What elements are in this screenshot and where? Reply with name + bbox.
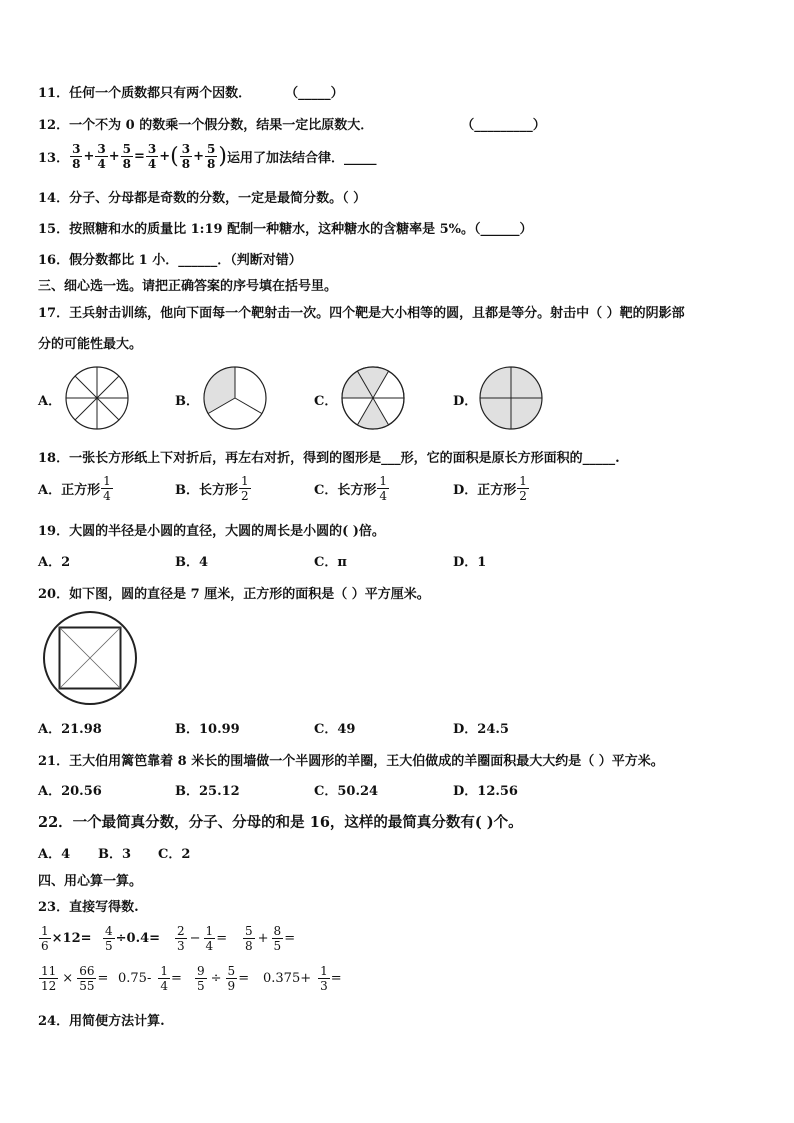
numerator: 1 — [519, 474, 527, 488]
denominator: 5 — [105, 939, 113, 953]
denominator: 4 — [379, 489, 388, 503]
option-label: A． — [38, 483, 62, 498]
expression-tail: ×12= — [51, 931, 92, 946]
plus-sign: + — [193, 149, 205, 164]
fraction — [318, 964, 330, 993]
denominator: 8 — [245, 939, 253, 953]
question-22-text: 22．一个最简真分数，分子、分母的和是 16，这样的最简真分数有( )个。 — [38, 814, 523, 831]
section-heading-3 — [38, 275, 337, 294]
question-17-line-2 — [38, 333, 142, 352]
question-15-text: 15．按照糖和水的质量比 1:19 配制一种糖水，这种糖水的含糖率是 5%。（______） — [38, 222, 533, 237]
option-d[interactable] — [453, 474, 530, 503]
question-14 — [38, 187, 366, 206]
numerator: 2 — [177, 924, 185, 938]
expression-tail: = — [216, 931, 228, 946]
fraction — [146, 142, 158, 171]
option-a[interactable]: A．4 — [38, 847, 71, 862]
option-text: 长方形 — [199, 483, 239, 498]
target-b-circle — [202, 365, 268, 431]
fraction — [121, 142, 133, 171]
expression-tail: ÷0.4= — [115, 931, 161, 946]
question-16-text: 16．假分数都比 1 小．______．（判断对错） — [38, 253, 302, 268]
denominator: 55 — [79, 979, 95, 993]
denominator: 4 — [147, 157, 157, 171]
numerator: 4 — [105, 924, 113, 938]
question-14-text: 14．分子、分母都是奇数的分数，一定是最简分数。（ ） — [38, 191, 367, 206]
question-11 — [38, 82, 344, 101]
operator: × — [62, 971, 74, 986]
option-b[interactable]: B．3 — [98, 847, 132, 862]
numerator: 5 — [207, 142, 216, 156]
question-21-text: 21．王大伯用篱笆靠着 8 米长的围墙做一个半圆形的羊圈，王大伯做成的羊圈面积最大大约是（ ）平方米。 — [38, 754, 664, 769]
expression-tail: = — [238, 971, 250, 986]
question-17-line-1 — [38, 302, 685, 321]
option-c[interactable]: C．π — [314, 555, 347, 570]
question-13 — [38, 142, 376, 171]
fraction — [195, 964, 207, 993]
question-20 — [38, 583, 430, 602]
question-23-text: 23．直接写得数. — [38, 900, 139, 915]
numerator: 1 — [160, 964, 168, 978]
option-c[interactable]: C．49 — [314, 722, 356, 737]
calc-item[interactable] — [118, 964, 182, 993]
option-a-label[interactable]: A． — [38, 394, 62, 409]
section-4-text: 四、用心算一算。 — [38, 874, 143, 889]
option-label: B． — [175, 483, 199, 498]
fraction — [101, 474, 113, 503]
option-b-label[interactable]: B． — [175, 394, 199, 409]
option-label: D． — [453, 483, 478, 498]
expression-tail: = — [284, 931, 296, 946]
question-23 — [38, 896, 139, 915]
calc-item[interactable] — [38, 924, 92, 953]
question-12-answer-blank[interactable]: （_________） — [461, 118, 546, 133]
option-d[interactable]: D．1 — [453, 555, 487, 570]
fraction — [239, 474, 251, 503]
calc-item[interactable] — [102, 924, 160, 953]
denominator: 2 — [519, 489, 527, 503]
question-22 — [38, 811, 523, 832]
numerator: 3 — [72, 142, 81, 156]
fraction — [95, 142, 107, 171]
question-19-text: 19．大圆的半径是小圆的直径，大圆的周长是小圆的( )倍。 — [38, 524, 385, 539]
option-text: 正方形 — [61, 483, 101, 498]
option-c[interactable]: C．2 — [158, 847, 191, 862]
fraction — [272, 924, 284, 953]
denominator: 5 — [197, 979, 205, 993]
numerator: 1 — [320, 964, 328, 978]
option-b[interactable]: B．10.99 — [175, 722, 240, 737]
fraction — [377, 474, 389, 503]
question-20-text: 20．如下图，圆的直径是 7 厘米，正方形的面积是（ ）平方厘米。 — [38, 587, 430, 602]
calc-item[interactable] — [263, 964, 342, 993]
question-12 — [38, 114, 546, 133]
fraction — [175, 924, 187, 953]
numerator: 3 — [181, 142, 191, 156]
denominator: 4 — [205, 939, 214, 953]
fraction — [226, 964, 238, 993]
calc-item[interactable] — [194, 964, 249, 993]
denominator: 3 — [320, 979, 328, 993]
denominator: 8 — [122, 157, 131, 171]
option-a[interactable]: A．2 — [38, 555, 71, 570]
fraction — [158, 964, 170, 993]
option-b[interactable]: B．4 — [175, 555, 209, 570]
question-15 — [38, 218, 533, 237]
numerator: 9 — [197, 964, 205, 978]
expression-head: 0.375+ — [263, 971, 312, 986]
fraction — [39, 964, 58, 993]
question-21 — [38, 750, 664, 769]
left-paren: ( — [170, 143, 179, 169]
numerator: 3 — [97, 142, 106, 156]
option-label: C． — [314, 483, 338, 498]
denominator: 3 — [177, 939, 185, 953]
calc-item[interactable] — [38, 964, 108, 993]
option-c[interactable]: C．50.24 — [314, 784, 379, 799]
right-paren: ) — [218, 143, 227, 169]
target-d-circle — [478, 365, 544, 431]
option-text: 正方形 — [477, 483, 517, 498]
numerator: 5 — [122, 142, 131, 156]
denominator: 5 — [273, 939, 282, 953]
question-11-text: 11．任何一个质数都只有两个因数． — [38, 86, 252, 101]
option-d[interactable]: D．12.56 — [453, 784, 518, 799]
fraction — [39, 924, 51, 953]
question-18 — [38, 447, 620, 466]
denominator: 2 — [241, 489, 249, 503]
operator: + — [257, 931, 269, 946]
plus-sign: + — [108, 149, 120, 164]
question-24-text: 24．用简便方法计算. — [38, 1014, 165, 1029]
circle-with-inscribed-square — [42, 610, 138, 706]
section-heading-4 — [38, 870, 142, 889]
fraction — [180, 142, 192, 171]
option-b[interactable]: B．25.12 — [175, 784, 240, 799]
numerator: 5 — [227, 964, 236, 978]
question-18-text: 18．一张长方形纸上下对折后，再左右对折，得到的图形是___形，它的面积是原长方形面积的_____. — [38, 451, 620, 466]
denominator: 6 — [41, 939, 49, 953]
question-24 — [38, 1010, 165, 1029]
numerator: 66 — [79, 964, 95, 978]
question-13-tail: 运用了加法结合律．_____ — [226, 151, 377, 166]
plus-sign: + — [159, 149, 171, 164]
question-16 — [38, 249, 302, 268]
calc-item[interactable] — [174, 924, 227, 953]
fraction — [204, 924, 216, 953]
target-a-circle — [64, 365, 130, 431]
option-a[interactable] — [38, 474, 114, 503]
calc-item[interactable] — [242, 924, 295, 953]
option-b[interactable] — [175, 474, 252, 503]
option-text: 长方形 — [337, 483, 377, 498]
fraction — [205, 142, 217, 171]
equals-sign: = — [133, 149, 145, 164]
numerator: 1 — [205, 924, 214, 938]
question-12-text: 12．一个不为 0 的数乘一个假分数，结果一定比原数大． — [38, 118, 374, 133]
question-17-text: 17．王兵射击训练，他向下面每一个靶射击一次。四个靶是大小相等的圆，且都是等分。射击中（ ）靶的阴影部 — [38, 306, 685, 321]
numerator: 3 — [147, 142, 157, 156]
expression-tail: = — [330, 971, 342, 986]
fraction — [77, 964, 96, 993]
numerator: 5 — [245, 924, 253, 938]
plus-sign: + — [83, 149, 95, 164]
option-c-label[interactable]: C． — [314, 394, 338, 409]
denominator: 8 — [207, 157, 216, 171]
option-a[interactable]: A．20.56 — [38, 784, 102, 799]
option-a[interactable]: A．21.98 — [38, 722, 102, 737]
fraction — [70, 142, 82, 171]
option-d[interactable]: D．24.5 — [453, 722, 509, 737]
numerator: 1 — [41, 924, 49, 938]
expression-tail: = — [97, 971, 109, 986]
expression-head: 0.75- — [118, 971, 152, 986]
denominator: 8 — [181, 157, 191, 171]
fraction — [243, 924, 255, 953]
target-c-circle — [340, 365, 406, 431]
operator: − — [189, 931, 201, 946]
section-3-text: 三、细心选一选。请把正确答案的序号填在括号里。 — [38, 279, 338, 294]
numerator: 1 — [379, 474, 388, 488]
denominator: 8 — [72, 157, 81, 171]
fraction — [517, 474, 529, 503]
numerator: 1 — [103, 474, 111, 488]
fraction — [103, 924, 115, 953]
denominator: 4 — [97, 157, 106, 171]
question-17-text-cont: 分的可能性最大。 — [38, 337, 143, 352]
numerator: 8 — [273, 924, 282, 938]
denominator: 4 — [160, 979, 168, 993]
question-19 — [38, 520, 385, 539]
option-c[interactable] — [314, 474, 390, 503]
numerator: 1 — [241, 474, 249, 488]
numerator: 11 — [41, 964, 57, 978]
question-13-number: 13． — [38, 151, 70, 166]
operator: ÷ — [210, 971, 222, 986]
denominator: 12 — [41, 979, 57, 993]
denominator: 9 — [227, 979, 236, 993]
option-d-label[interactable]: D． — [453, 394, 478, 409]
denominator: 4 — [103, 489, 111, 503]
question-11-answer-blank[interactable]: （_____） — [285, 86, 344, 101]
expression-tail: = — [170, 971, 182, 986]
